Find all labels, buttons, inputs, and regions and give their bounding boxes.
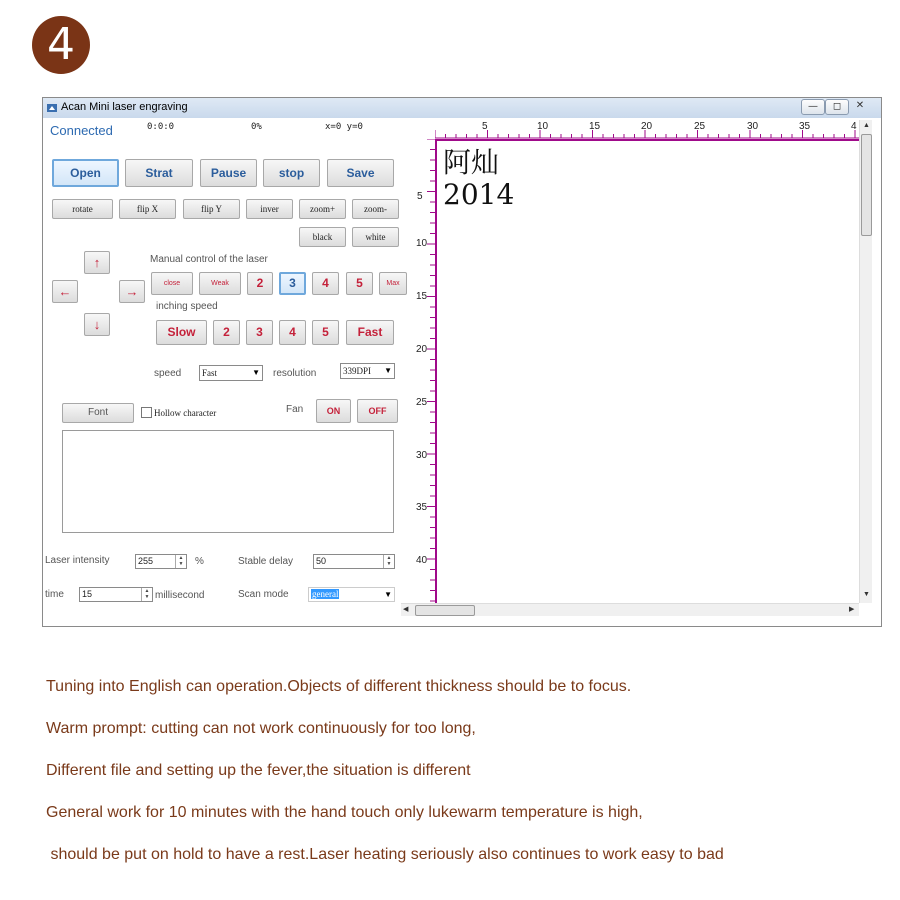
ruler-top-20: 20	[641, 121, 653, 132]
move-down-button[interactable]: ↓	[84, 313, 110, 336]
stable-delay-field[interactable]	[313, 554, 395, 569]
caption-line-2: Warm prompt: cutting can not work continuously for too long,	[46, 720, 476, 737]
spinner-icon[interactable]: ▲ ▼	[383, 555, 394, 568]
window-title: Acan Mini laser engraving	[61, 101, 188, 113]
vertical-scroll-thumb[interactable]	[861, 134, 872, 236]
minimize-button[interactable]: —	[801, 99, 825, 115]
inching-4-button[interactable]: 4	[279, 320, 306, 345]
move-up-button[interactable]: ↑	[84, 251, 110, 274]
caption-line-3: Different file and setting up the fever,the situation is different	[46, 762, 471, 779]
close-window-button[interactable]: ✕	[855, 100, 865, 111]
scan-mode-label: Scan mode	[238, 589, 289, 600]
ruler-left-25: 25	[416, 397, 428, 408]
connection-status: Connected	[50, 123, 113, 138]
time-value: 15	[82, 589, 93, 599]
laser-level-4-button[interactable]: 4	[312, 272, 339, 295]
stable-delay-value: 50	[316, 556, 327, 566]
zoom-in-button[interactable]: zoom+	[299, 199, 346, 219]
left-ruler	[413, 139, 435, 603]
canvas-text-line-2[interactable]: 2014	[443, 178, 515, 211]
flip-y-button[interactable]: flip Y	[183, 199, 240, 219]
hollow-label: Hollow character	[154, 408, 217, 418]
save-button[interactable]: Save	[327, 159, 394, 187]
white-button[interactable]: white	[352, 227, 399, 247]
open-button[interactable]: Open	[52, 159, 119, 187]
horizontal-scrollbar[interactable]	[401, 603, 859, 616]
speed-select[interactable]	[199, 365, 263, 381]
scroll-right-icon[interactable]: ▶	[849, 606, 855, 613]
spinner-icon[interactable]: ▲ ▼	[175, 555, 186, 568]
laser-weak-button[interactable]: Weak	[199, 272, 241, 295]
inching-fast-button[interactable]: Fast	[346, 320, 394, 345]
fan-label: Fan	[286, 404, 304, 415]
ruler-top-5: 5	[482, 121, 488, 132]
inching-5-button[interactable]: 5	[312, 320, 339, 345]
stable-delay-label: Stable delay	[238, 556, 294, 567]
ruler-left-20: 20	[416, 344, 428, 355]
left-ruler-ticks	[413, 139, 435, 603]
font-button[interactable]: Font	[62, 403, 134, 423]
app-window	[42, 97, 882, 627]
fan-off-button[interactable]: OFF	[357, 399, 398, 423]
ruler-top-35: 35	[799, 121, 811, 132]
title-bar[interactable]	[43, 98, 881, 118]
invert-button[interactable]: inver	[246, 199, 293, 219]
intensity-unit: %	[195, 556, 204, 567]
inching-2-button[interactable]: 2	[213, 320, 240, 345]
app-icon	[46, 102, 58, 114]
ruler-top-40: 4	[851, 121, 857, 132]
laser-intensity-field[interactable]	[135, 554, 187, 569]
rotate-button[interactable]: rotate	[52, 199, 113, 219]
manual-control-label: Manual control of the laser	[150, 254, 268, 265]
elapsed-time: 0:0:0	[147, 122, 175, 132]
vertical-scrollbar[interactable]	[859, 120, 872, 603]
inching-slow-button[interactable]: Slow	[156, 320, 207, 345]
caption-line-1: Tuning into English can operation.Objects of different thickness should be to focus.	[46, 678, 632, 695]
caption-line-4: General work for 10 minutes with the hand touch only lukewarm temperature is high,	[46, 804, 643, 821]
step-number-badge: 4	[32, 16, 90, 74]
ruler-top-25: 25	[694, 121, 706, 132]
laser-close-button[interactable]: close	[151, 272, 193, 295]
text-input-area[interactable]	[62, 430, 394, 533]
chevron-down-icon: ▼	[384, 366, 392, 375]
ruler-top-30: 30	[747, 121, 759, 132]
scroll-down-icon[interactable]: ▼	[863, 591, 870, 598]
top-ruler	[435, 120, 859, 139]
speed-label: speed	[154, 368, 182, 379]
caption-line-5: should be put on hold to have a rest.Laser heating seriously also continues to work easy to bad	[46, 846, 724, 863]
inching-3-button[interactable]: 3	[246, 320, 273, 345]
inching-speed-label: inching speed	[156, 301, 218, 312]
laser-level-2-button[interactable]: 2	[247, 272, 273, 295]
ruler-top-10: 10	[537, 121, 549, 132]
laser-max-button[interactable]: Max	[379, 272, 407, 295]
resolution-label: resolution	[273, 368, 317, 379]
black-button[interactable]: black	[299, 227, 346, 247]
ruler-left-5: 5	[417, 191, 423, 202]
resolution-value: 339DPI	[343, 366, 372, 376]
scroll-left-icon[interactable]: ◀	[403, 606, 409, 613]
time-field[interactable]	[79, 587, 153, 602]
fan-on-button[interactable]: ON	[316, 399, 351, 423]
scan-mode-value: general	[312, 589, 339, 599]
laser-level-3-button[interactable]: 3	[279, 272, 306, 295]
flip-x-button[interactable]: flip X	[119, 199, 176, 219]
canvas-text-line-1[interactable]: 阿灿	[443, 146, 500, 179]
zoom-out-button[interactable]: zoom-	[352, 199, 399, 219]
ruler-left-30: 30	[416, 450, 428, 461]
laser-level-5-button[interactable]: 5	[346, 272, 373, 295]
move-left-button[interactable]: ←	[52, 280, 78, 303]
resolution-select[interactable]	[340, 363, 395, 379]
move-right-button[interactable]: →	[119, 280, 145, 303]
ruler-left-35: 35	[416, 502, 428, 513]
scan-mode-select[interactable]	[308, 587, 395, 602]
cursor-coords: x=0 y=0	[325, 122, 363, 132]
ruler-left-10: 10	[416, 238, 428, 249]
maximize-button[interactable]: ◻	[825, 99, 849, 115]
progress-percent: 0%	[251, 122, 262, 132]
time-unit: millisecond	[155, 590, 205, 601]
time-label: time	[45, 589, 64, 600]
start-button[interactable]: Strat	[125, 159, 193, 187]
speed-value: Fast	[202, 368, 218, 378]
scroll-up-icon[interactable]: ▲	[863, 122, 870, 129]
hollow-checkbox[interactable]	[141, 407, 152, 418]
ruler-left-15: 15	[416, 291, 428, 302]
stop-button[interactable]: stop	[263, 159, 320, 187]
ruler-top-15: 15	[589, 121, 601, 132]
engraving-canvas[interactable]	[435, 139, 861, 605]
pause-button[interactable]: Pause	[200, 159, 257, 187]
chevron-down-icon: ▼	[384, 590, 392, 599]
horizontal-scroll-thumb[interactable]	[415, 605, 475, 616]
laser-intensity-label: Laser intensity	[45, 555, 110, 566]
chevron-down-icon: ▼	[252, 368, 260, 377]
laser-intensity-value: 255	[138, 556, 154, 566]
ruler-left-40: 40	[416, 555, 428, 566]
spinner-icon[interactable]: ▲ ▼	[141, 588, 152, 601]
